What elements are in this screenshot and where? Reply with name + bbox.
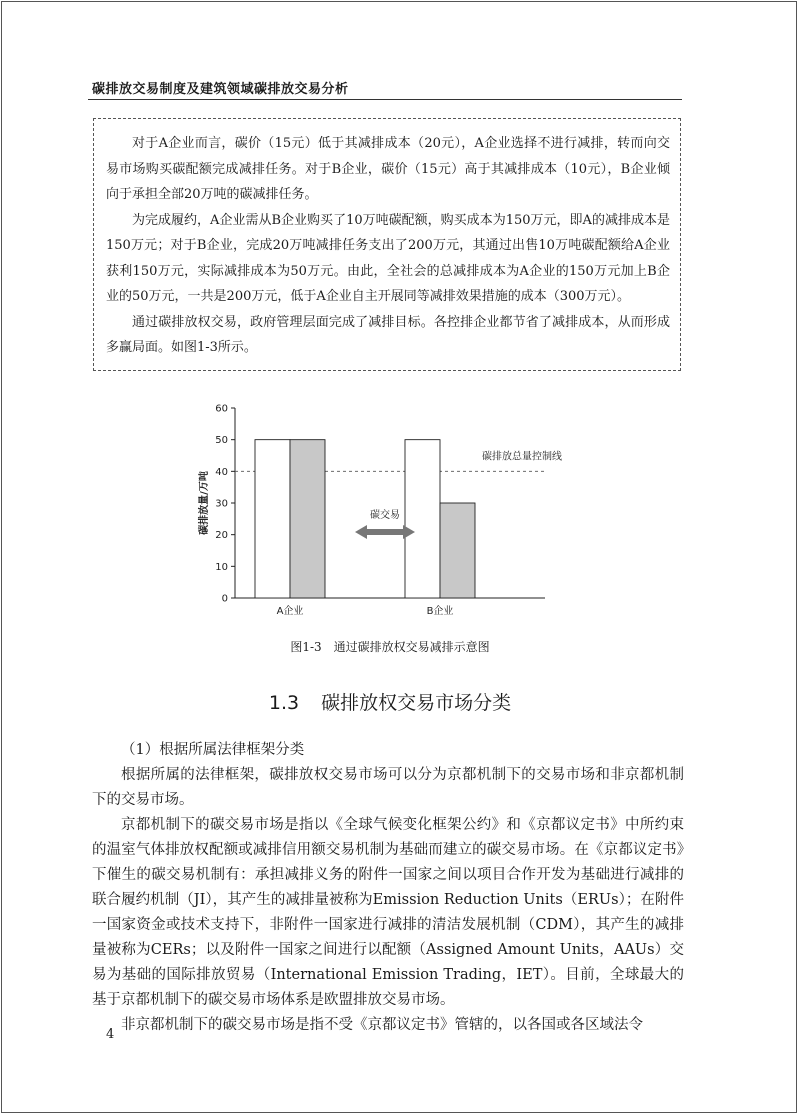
y-tick-label: 0 [221,593,228,605]
category-labels [277,604,454,617]
body-paragraph: 京都机制下的碳交易市场是指以《全球气候变化框架公约》和《京都议定书》中所约束的温室气体排放权配额或减排信用额交易机制为基础而建立的碳交易市场。在《京都议定书》下催生的碳交易机制有：承担减排义务的附件一国家之间以项目合作开发为基础进行减排的联合履约机制（JI），其产生的减排量被称为Emission Reduction Units（ERUs）；在附件一国家资金或技术支持下，非附件一国家进行减排的清洁发展机制（CDM），其产生的减排量被称为CERs；以及附件一国家之间进行以配额（Assigned Amount Units，AAUs）交易为基础的国际排放贸易（International Emission Trading，IET）。目前，全球最大的基于京都机制下的碳交易市场体系是欧盟排放交易市场。 [92,817,684,1008]
y-tick-label: 60 [215,403,228,415]
trade-arrow-label: 碳交易 [370,510,400,521]
y-tick-label: 10 [215,561,228,573]
bar-chart [180,395,580,630]
page-number: 4 [106,1027,115,1042]
y-axis-label: 碳排放量/万吨 [199,471,210,535]
section-number: 1.3 [268,692,300,714]
bars [255,440,475,598]
example-paragraph: 通过碳排放权交易，政府管理层面完成了减排目标。各控排企业都节省了减排成本，从而形成多赢局面。如图1-3所示。 [106,314,670,355]
section-heading [0,688,780,715]
y-tick-label: 20 [215,530,228,542]
bar [255,440,290,598]
y-tick-label: 50 [215,435,228,447]
body-paragraph: 非京都机制下的碳交易市场是指不受《京都议定书》管辖的，以各国或各区域法令 [121,1017,643,1033]
bar [440,503,475,598]
bar [405,440,440,598]
example-paragraph: 对于A企业而言，碳价（15元）低于其减排成本（20元），A企业选择不进行减排，转而向交易市场购买碳配额完成减排任务。对于B企业，碳价（15元）高于其减排成本（10元），B企业倾向于承担全部20万吨的碳减排任务。 [106,136,670,202]
body-text [92,738,684,1038]
category-label: B企业 [426,606,454,617]
running-header: 碳排放交易制度及建筑领域碳排放交易分析 [92,82,349,97]
category-label: A企业 [276,606,304,617]
trade-arrow-icon [355,525,415,539]
header-rule [88,99,682,100]
reference-line-label: 碳排放总量控制线 [482,451,562,463]
subheading: （1）根据所属法律框架分类 [121,742,305,758]
example-paragraph: 为完成履约，A企业需从B企业购买了10万吨碳配额，购买成本为150万元，即A的减排成本是150万元；对于B企业，完成20万吨减排任务支出了200万元，其通过出售10万吨碳配额给A企业获利150万元，实际减排成本为50万元。由此，全社会的总减排成本为A企业的150万元加上B企业的50万元，一共是200万元，低于A企业自主开展同等减排效果措施的成本（300万元）。 [106,212,670,304]
y-tick-label: 30 [215,498,228,510]
body-paragraph: 根据所属的法律框架，碳排放权交易市场可以分为京都机制下的交易市场和非京都机制下的交易市场。 [92,767,684,808]
y-axis-ticks [215,404,235,605]
bar [290,440,325,598]
y-tick-label: 40 [215,466,228,478]
figure-caption: 图1-3 通过碳排放权交易减排示意图 [290,640,490,654]
example-box [93,118,681,371]
section-title: 碳排放权交易市场分类 [321,692,512,714]
